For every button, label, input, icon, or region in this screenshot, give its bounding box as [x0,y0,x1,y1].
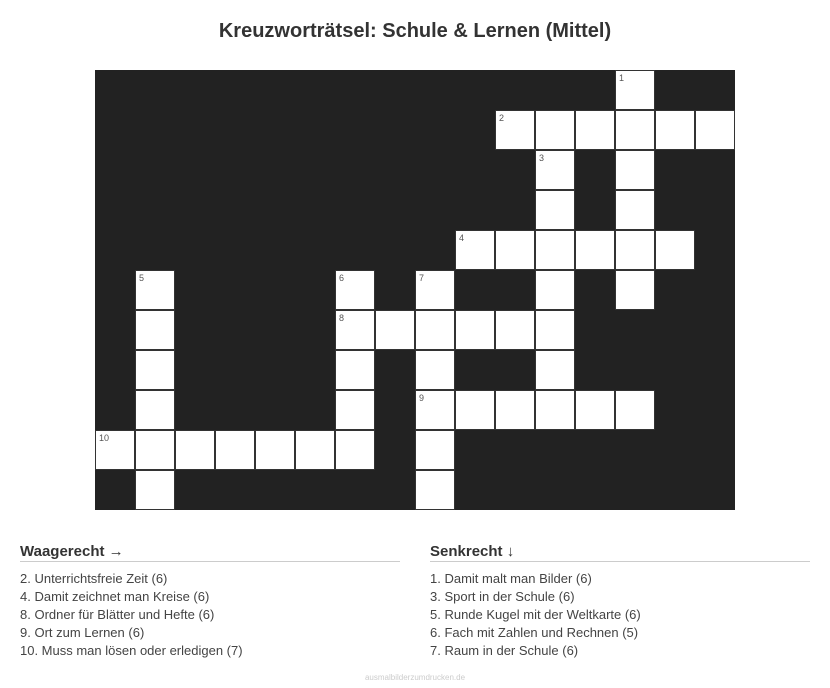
grid-cell[interactable] [135,310,175,350]
page-title: Kreuzworträtsel: Schule & Lernen (Mittel) [218,20,612,42]
crossword-grid [95,70,735,510]
down-heading: Senkrecht ↓ [430,543,810,562]
grid-cell[interactable] [335,390,375,430]
grid-cell[interactable] [335,430,375,470]
clue-number: 8 [339,313,345,323]
grid-cell[interactable] [255,430,295,470]
clue-item: 10. Muss man lösen oder erledigen (7) [20,643,243,658]
grid-cell[interactable] [495,310,535,350]
grid-cell[interactable] [575,110,615,150]
clue-number: 3 [539,153,545,163]
grid-cell[interactable] [455,230,495,270]
clue-number: 5 [139,273,145,283]
grid-cell[interactable] [135,430,175,470]
grid-cell[interactable] [335,350,375,390]
clue-number: 4 [459,233,465,243]
grid-cell[interactable] [615,270,655,310]
grid-cell[interactable] [535,190,575,230]
clue-item: 5. Runde Kugel mit der Weltkarte (6) [430,607,641,622]
grid-cell[interactable] [535,390,575,430]
grid-cell[interactable] [615,70,655,110]
clue-item: 6. Fach mit Zahlen und Rechnen (5) [430,625,639,640]
grid-cell[interactable] [615,190,655,230]
grid-cell[interactable] [295,430,335,470]
clue-item: 8. Ordner für Blätter und Hefte (6) [20,607,215,622]
grid-cell[interactable] [575,390,615,430]
footer-watermark: ausmalbilderzumdrucken.de [364,673,466,682]
clue-item: 4. Damit zeichnet man Kreise (6) [20,589,210,604]
grid-cell[interactable] [335,310,375,350]
grid-cell[interactable] [335,270,375,310]
grid-cell[interactable] [655,230,695,270]
clue-number: 7 [419,273,425,283]
grid-cell[interactable] [535,230,575,270]
grid-cell[interactable] [535,350,575,390]
grid-cell[interactable] [655,110,695,150]
clue-number: 2 [499,113,505,123]
grid-cell[interactable] [495,390,535,430]
grid-cell[interactable] [135,470,175,510]
grid-cell[interactable] [95,430,135,470]
grid-cell[interactable] [455,390,495,430]
grid-cell[interactable] [175,430,215,470]
grid-cell[interactable] [495,230,535,270]
grid-cell[interactable] [415,350,455,390]
grid-cell[interactable] [535,150,575,190]
clue-item: 7. Raum in der Schule (6) [430,643,579,658]
clue-item: 9. Ort zum Lernen (6) [20,625,145,640]
clue-item: 1. Damit malt man Bilder (6) [430,571,592,586]
across-clues [20,543,400,660]
grid-cell[interactable] [615,150,655,190]
grid-cell[interactable] [695,110,735,150]
grid-cell[interactable] [535,270,575,310]
grid-cell[interactable] [215,430,255,470]
down-clue-list [430,570,810,660]
grid-cell[interactable] [615,230,655,270]
grid-cell[interactable] [415,430,455,470]
clue-number: 6 [339,273,345,283]
clue-item: 3. Sport in der Schule (6) [430,589,575,604]
grid-cell[interactable] [415,270,455,310]
grid-cell[interactable] [415,310,455,350]
down-clues [430,543,810,660]
grid-cell[interactable] [375,310,415,350]
grid-cell[interactable] [575,230,615,270]
clue-item: 2. Unterrichtsfreie Zeit (6) [20,571,168,586]
grid-cell[interactable] [615,110,655,150]
grid-cell[interactable] [415,390,455,430]
grid-cell[interactable] [415,470,455,510]
grid-cell[interactable] [135,350,175,390]
grid-cell[interactable] [535,310,575,350]
grid-cell[interactable] [495,110,535,150]
grid-cell[interactable] [535,110,575,150]
grid-cell[interactable] [455,310,495,350]
clue-number: 1 [619,73,625,83]
grid-cell[interactable] [615,390,655,430]
across-heading: Waagerecht → [20,543,400,562]
clue-number: 10 [99,433,110,443]
grid-cell[interactable] [135,270,175,310]
across-clue-list [20,570,400,660]
clue-number: 9 [419,393,425,403]
grid-cell[interactable] [135,390,175,430]
